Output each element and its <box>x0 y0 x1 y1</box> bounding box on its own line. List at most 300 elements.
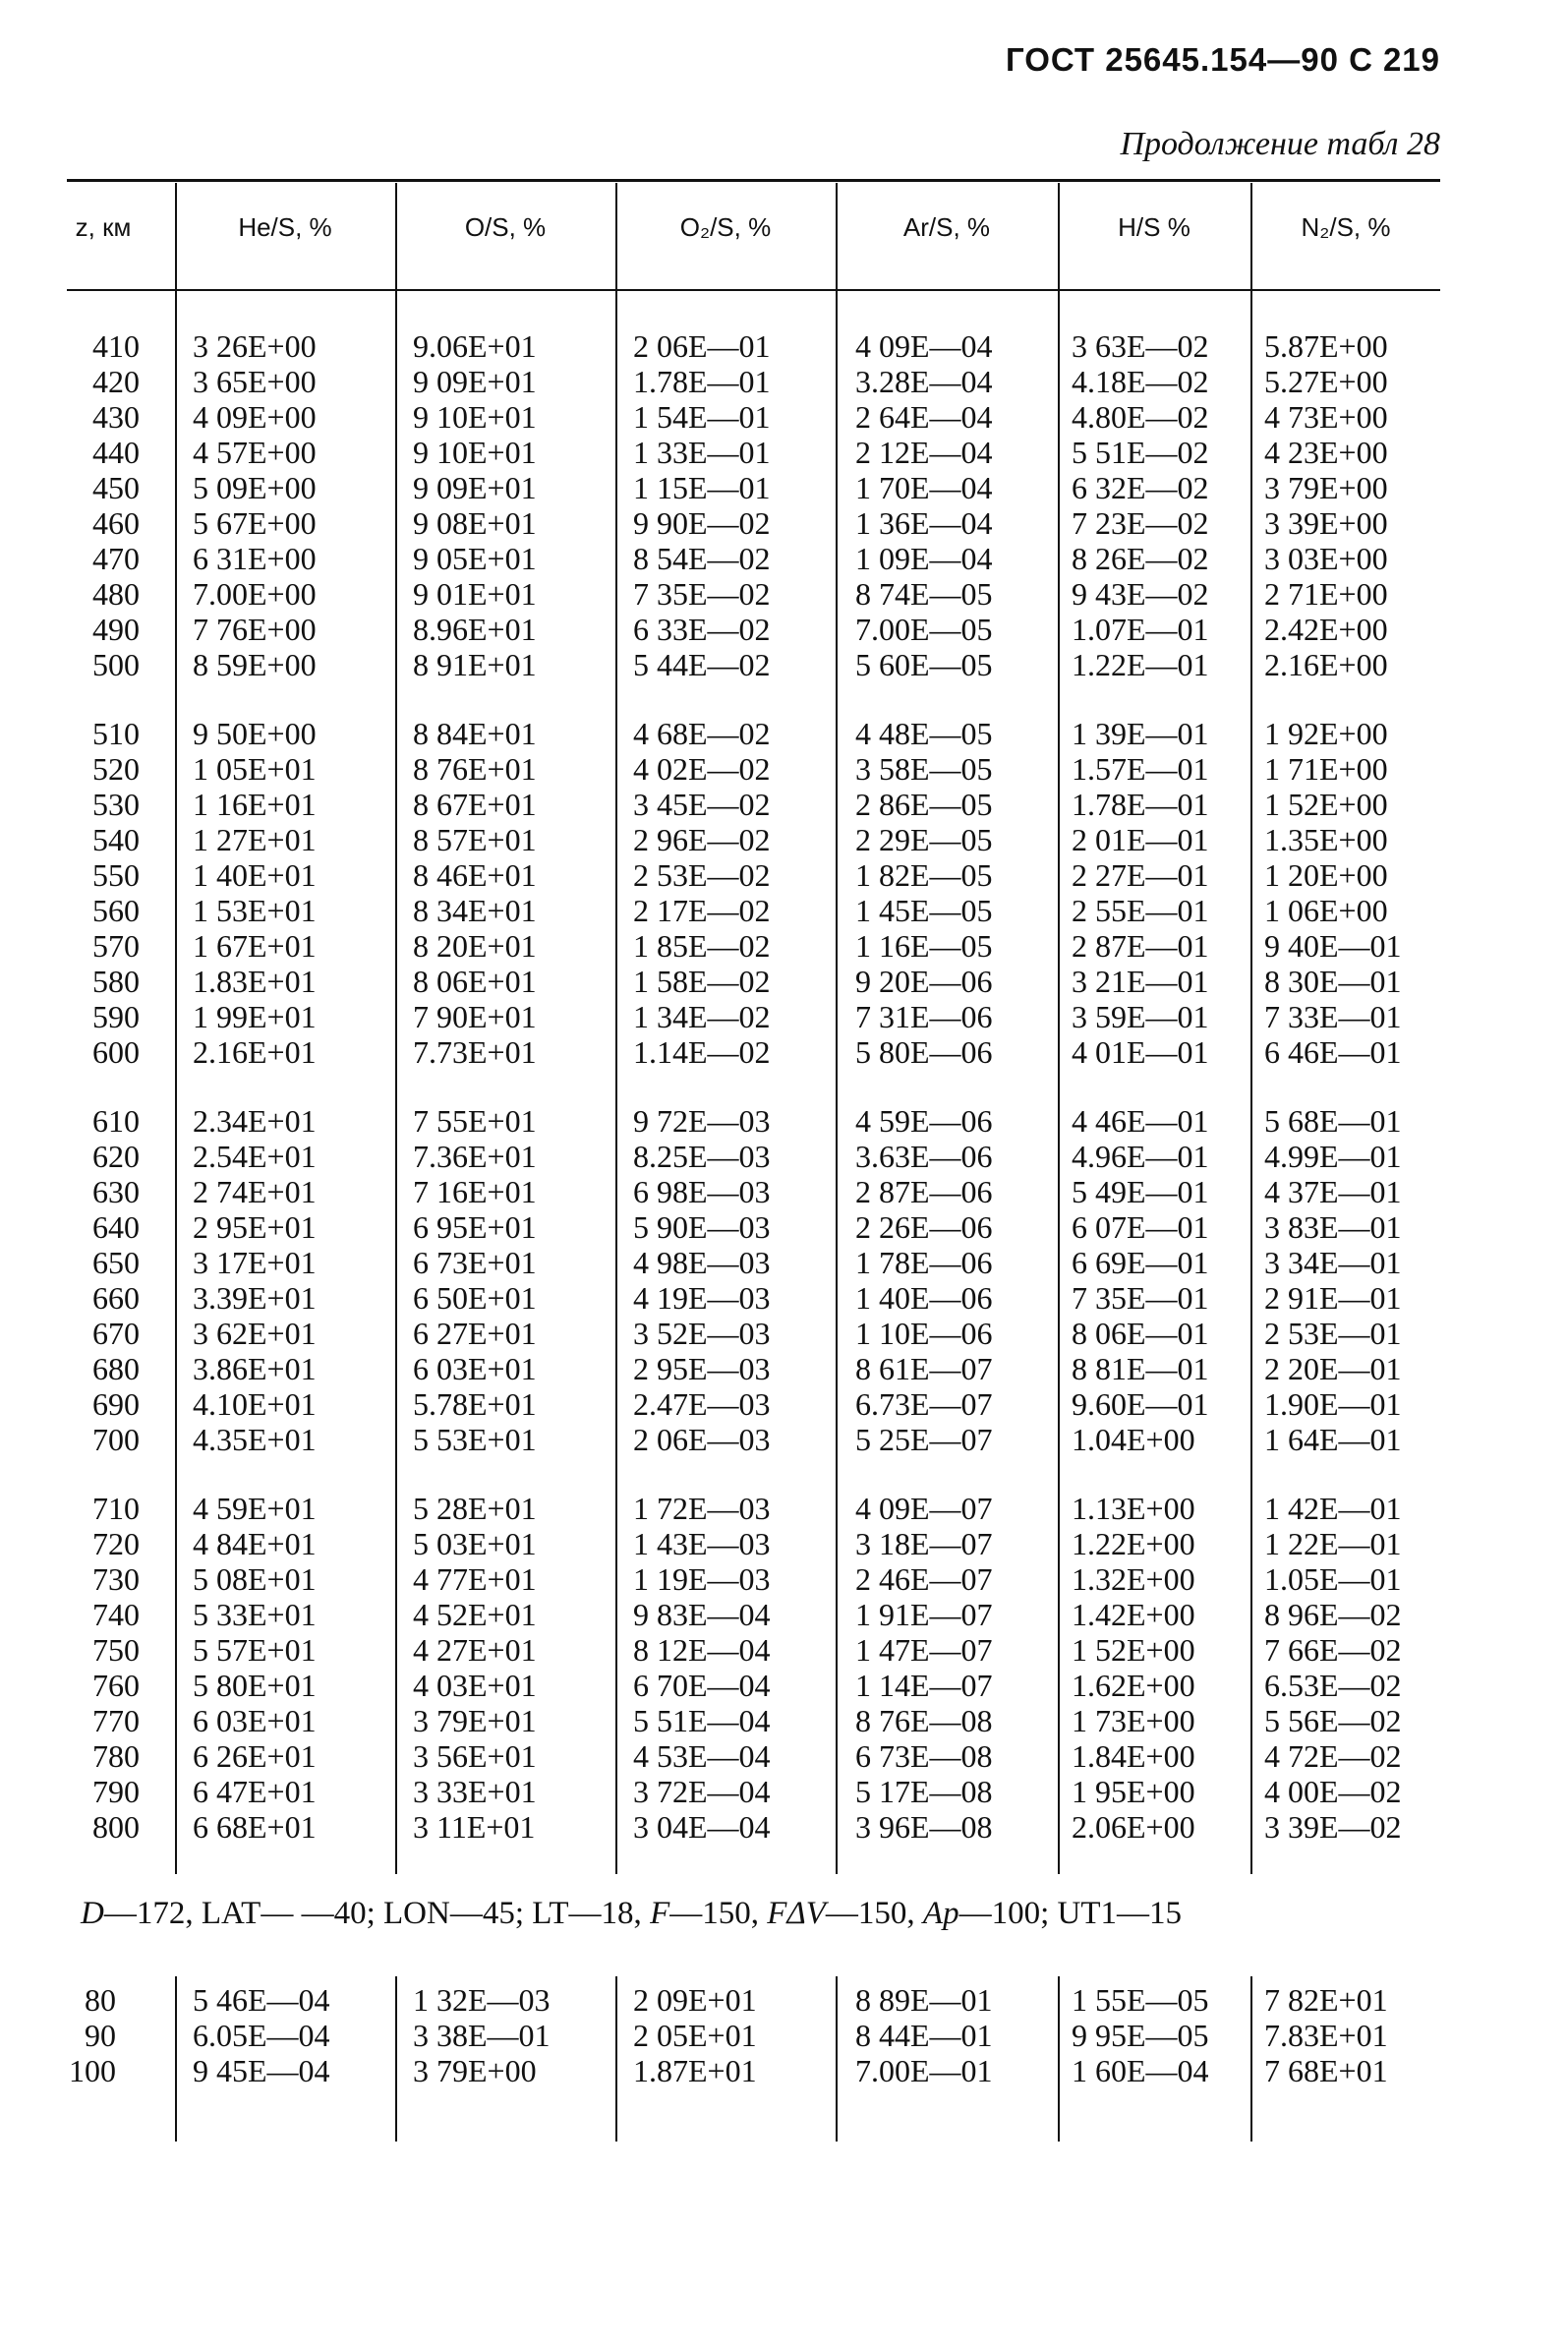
table-cell: 4 09E—04 <box>855 328 993 364</box>
table-cell: 6 31E+00 <box>193 541 317 576</box>
table-cell: 9 90E—02 <box>633 505 771 541</box>
table-cell: 1 52E+00 <box>1072 1632 1195 1668</box>
table-cell: 1 99E+01 <box>193 999 317 1034</box>
table-cell: 2.42E+00 <box>1264 612 1388 647</box>
table-cell: 4 72E—02 <box>1264 1738 1402 1774</box>
table-cell: 4 02E—02 <box>633 751 771 787</box>
table-cell: 8 67E+01 <box>413 787 537 822</box>
table-cell: 800 <box>92 1809 140 1845</box>
table-cell: 2 96E—02 <box>633 822 771 857</box>
table-cell: 1.87E+01 <box>633 2053 757 2088</box>
group-spacer <box>59 1457 140 1491</box>
table-cell: 5 03E+01 <box>413 1526 537 1561</box>
table-cell: 100 <box>69 2053 116 2088</box>
table-cell: 4 09E+00 <box>193 399 317 435</box>
table-cell: 3 45E—02 <box>633 787 771 822</box>
table-cell: 4 37E—01 <box>1264 1174 1402 1209</box>
table-cell: 8 57E+01 <box>413 822 537 857</box>
table-cell: 540 <box>92 822 140 857</box>
table-cell: 2 55E—01 <box>1072 893 1209 928</box>
column-rule <box>395 1976 397 2142</box>
table-cell: 7 33E—01 <box>1264 999 1402 1034</box>
table-cell: 3.63E—06 <box>855 1139 993 1174</box>
table-cell: 1.05E—01 <box>1264 1561 1402 1597</box>
table-cell: 8 26E—02 <box>1072 541 1209 576</box>
table-cell: 6.53E—02 <box>1264 1668 1402 1703</box>
h-column <box>1072 328 1209 1845</box>
table-cell: 1.84E+00 <box>1072 1738 1195 1774</box>
table-cell: 2 29E—05 <box>855 822 993 857</box>
table-cell: 8 20E+01 <box>413 928 537 964</box>
table-cell: 7.00E—01 <box>855 2053 993 2088</box>
table-cell: 3 59E—01 <box>1072 999 1209 1034</box>
column-rule <box>175 183 177 1874</box>
table-cell: 9 01E+01 <box>413 576 537 612</box>
table-cell: 9 50E+00 <box>193 716 317 751</box>
table-cell: 560 <box>92 893 140 928</box>
table-header-rule <box>67 289 1440 291</box>
table-cell: 2 64E—04 <box>855 399 993 435</box>
table-cell: 6 73E+01 <box>413 1245 537 1280</box>
table-cell: 9 40E—01 <box>1264 928 1402 964</box>
table-cell: 1 52E+00 <box>1264 787 1388 822</box>
table-cell: 690 <box>92 1386 140 1422</box>
table-top-rule <box>67 179 1440 182</box>
table-cell: 5 53E+01 <box>413 1422 537 1457</box>
table-cell: 3 34E—01 <box>1264 1245 1402 1280</box>
table-cell: 1 72E—03 <box>633 1491 771 1526</box>
table-cell: 3 65E+00 <box>193 364 317 399</box>
column-header-o: O/S, % <box>464 212 547 242</box>
param-f-value: —150, <box>669 1896 759 1931</box>
ar-column-lower <box>855 1982 993 2088</box>
table-cell: 4.80E—02 <box>1072 399 1209 435</box>
table-cell: 7 68E+01 <box>1264 2053 1388 2088</box>
table-cell: 1.14E—02 <box>633 1034 771 1070</box>
table-cell: 80 <box>85 1982 116 2018</box>
table-cell: 2 86E—05 <box>855 787 993 822</box>
table-cell: 4 57E+00 <box>193 435 317 470</box>
table-cell: 1 78E—06 <box>855 1245 993 1280</box>
table-cell: 3 83E—01 <box>1264 1209 1402 1245</box>
table-cell: 730 <box>92 1561 140 1597</box>
table-cell: 9 08E+01 <box>413 505 537 541</box>
column-rule <box>615 183 617 1874</box>
table-cell: 1 19E—03 <box>633 1561 771 1597</box>
table-cell: 7.36E+01 <box>413 1139 537 1174</box>
table-cell: 4 00E—02 <box>1264 1774 1402 1809</box>
column-rule <box>395 183 397 1874</box>
altitude-column <box>59 328 140 1845</box>
table-cell: 6.05E—04 <box>193 2018 330 2053</box>
table-cell: 1 34E—02 <box>633 999 771 1034</box>
table-cell: 2 87E—06 <box>855 1174 993 1209</box>
table-cell: 1.78E—01 <box>633 364 771 399</box>
table-cell: 1 54E—01 <box>633 399 771 435</box>
column-header-z: z, км <box>75 212 132 242</box>
table-cell: 6.73E—07 <box>855 1386 993 1422</box>
table-cell: 1 40E—06 <box>855 1280 993 1316</box>
table-cell: 5 51E—04 <box>633 1703 771 1738</box>
column-rule <box>836 183 838 1874</box>
table-cell: 460 <box>92 505 140 541</box>
table-cell: 670 <box>92 1316 140 1351</box>
table-cell: 450 <box>92 470 140 505</box>
table-cell: 6 26E+01 <box>193 1738 317 1774</box>
table-cell: 6 27E+01 <box>413 1316 537 1351</box>
table-cell: 1 73E+00 <box>1072 1703 1195 1738</box>
table-cell: 640 <box>92 1209 140 1245</box>
table-cell: 9 10E+01 <box>413 435 537 470</box>
param-lat: LAT— —40; <box>201 1896 376 1931</box>
table-cell: 1.22E+00 <box>1072 1526 1195 1561</box>
table-cell: 8 91E+01 <box>413 647 537 682</box>
table-cell: 2 06E—03 <box>633 1422 771 1457</box>
table-cell: 9 83E—04 <box>633 1597 771 1632</box>
table-cell: 7.83E+01 <box>1264 2018 1388 2053</box>
table-cell: 6 47E+01 <box>193 1774 317 1809</box>
table-cell: 600 <box>92 1034 140 1070</box>
table-cell: 4 48E—05 <box>855 716 993 751</box>
table-cell: 8 12E—04 <box>633 1632 771 1668</box>
he-column <box>193 328 317 1845</box>
table-cell: 4 73E+00 <box>1264 399 1388 435</box>
table-cell: 4 98E—03 <box>633 1245 771 1280</box>
table-cell: 1 58E—02 <box>633 964 771 999</box>
table-cell: 8 96E—02 <box>1264 1597 1402 1632</box>
table-cell: 2.54E+01 <box>193 1139 317 1174</box>
table-cell: 480 <box>92 576 140 612</box>
table-cell: 700 <box>92 1422 140 1457</box>
table-cell: 8 61E—07 <box>855 1351 993 1386</box>
o2-column-lower <box>633 1982 757 2088</box>
table-cell: 1.07E—01 <box>1072 612 1209 647</box>
table-cell: 2.16E+01 <box>193 1034 317 1070</box>
column-rule <box>1250 1976 1252 2142</box>
table-cell: 9 09E+01 <box>413 364 537 399</box>
table-cell: 3 52E—03 <box>633 1316 771 1351</box>
table-cell: 7 35E—02 <box>633 576 771 612</box>
table-cell: 1 14E—07 <box>855 1668 993 1703</box>
h-column-lower <box>1072 1982 1209 2088</box>
table-cell: 3 72E—04 <box>633 1774 771 1809</box>
table-cell: 2 05E+01 <box>633 2018 757 2053</box>
table-cell: 4 19E—03 <box>633 1280 771 1316</box>
column-rule <box>836 1976 838 2142</box>
table-cell: 5 51E—02 <box>1072 435 1209 470</box>
table-cell: 1 67E+01 <box>193 928 317 964</box>
table-cell: 9 72E—03 <box>633 1103 771 1139</box>
param-ut: UT1—15 <box>1057 1896 1183 1931</box>
table-cell: 5.27E+00 <box>1264 364 1388 399</box>
table-cell: 2 74E+01 <box>193 1174 317 1209</box>
table-cell: 9 10E+01 <box>413 399 537 435</box>
table-cell: 570 <box>92 928 140 964</box>
table-cell: 3 04E—04 <box>633 1809 771 1845</box>
group-spacer <box>59 682 140 716</box>
table-cell: 1 09E—04 <box>855 541 993 576</box>
group-spacer <box>855 1070 993 1103</box>
table-cell: 1 71E+00 <box>1264 751 1388 787</box>
table-cell: 1 27E+01 <box>193 822 317 857</box>
table-cell: 4 27E+01 <box>413 1632 537 1668</box>
table-cell: 4.99E—01 <box>1264 1139 1402 1174</box>
table-cell: 750 <box>92 1632 140 1668</box>
table-cell: 1 32E—03 <box>413 1982 551 2018</box>
table-cell: 420 <box>92 364 140 399</box>
table-cell: 5 56E—02 <box>1264 1703 1402 1738</box>
column-header-ar: Ar/S, % <box>902 212 991 242</box>
table-cell: 5 80E—06 <box>855 1034 993 1070</box>
group-spacer <box>59 1070 140 1103</box>
column-rule <box>1058 183 1060 1874</box>
table-cell: 510 <box>92 716 140 751</box>
table-cell: 1 53E+01 <box>193 893 317 928</box>
table-cell: 1 16E—05 <box>855 928 993 964</box>
table-cell: 2 95E+01 <box>193 1209 317 1245</box>
group-spacer <box>413 682 537 716</box>
param-lt: LT—18, <box>532 1896 642 1931</box>
table-cell: 2 71E+00 <box>1264 576 1388 612</box>
table-cell: 4 01E—01 <box>1072 1034 1209 1070</box>
table-cell: 3 56E+01 <box>413 1738 537 1774</box>
table-cell: 490 <box>92 612 140 647</box>
table-cell: 4 46E—01 <box>1072 1103 1209 1139</box>
table-cell: 1.35E+00 <box>1264 822 1388 857</box>
table-cell: 7 16E+01 <box>413 1174 537 1209</box>
group-spacer <box>633 1457 771 1491</box>
table-cell: 1 64E—01 <box>1264 1422 1402 1457</box>
table-cell: 3 21E—01 <box>1072 964 1209 999</box>
page-header <box>1006 41 1440 79</box>
group-spacer <box>855 1457 993 1491</box>
param-fav-symbol: FΔV <box>767 1896 826 1931</box>
table-cell: 4 84E+01 <box>193 1526 317 1561</box>
table-cell: 6 98E—03 <box>633 1174 771 1209</box>
table-cell: 4.96E—01 <box>1072 1139 1209 1174</box>
table-cell: 7 82E+01 <box>1264 1982 1388 2018</box>
table-cell: 1 85E—02 <box>633 928 771 964</box>
table-cell: 1 20E+00 <box>1264 857 1388 893</box>
table-cell: 1 42E—01 <box>1264 1491 1402 1526</box>
conditions-line <box>81 1896 1182 1932</box>
table-cell: 1 06E+00 <box>1264 893 1388 928</box>
table-cell: 2 95E—03 <box>633 1351 771 1386</box>
table-cell: 6 50E+01 <box>413 1280 537 1316</box>
table-cell: 3 17E+01 <box>193 1245 317 1280</box>
table-cell: 1 47E—07 <box>855 1632 993 1668</box>
table-cell: 3 79E+00 <box>1264 470 1388 505</box>
table-cell: 2 09E+01 <box>633 1982 757 2018</box>
table-cell: 8 81E—01 <box>1072 1351 1209 1386</box>
table-cell: 8 84E+01 <box>413 716 537 751</box>
table-cell: 1 10E—06 <box>855 1316 993 1351</box>
table-cell: 1 40E+01 <box>193 857 317 893</box>
table-cell: 3 39E—02 <box>1264 1809 1402 1845</box>
table-cell: 8 74E—05 <box>855 576 993 612</box>
table-cell: 8 06E+01 <box>413 964 537 999</box>
table-cell: 790 <box>92 1774 140 1809</box>
table-cell: 3 33E+01 <box>413 1774 537 1809</box>
table-cell: 1 22E—01 <box>1264 1526 1402 1561</box>
column-rule <box>175 1976 177 2142</box>
table-cell: 1 95E+00 <box>1072 1774 1195 1809</box>
table-cell: 4.35E+01 <box>193 1422 317 1457</box>
table-cell: 6 70E—04 <box>633 1668 771 1703</box>
param-ap-value: —100; <box>958 1896 1050 1931</box>
group-spacer <box>1264 1457 1402 1491</box>
table-cell: 550 <box>92 857 140 893</box>
table-cell: 4 77E+01 <box>413 1561 537 1597</box>
table-cell: 8 44E—01 <box>855 2018 993 2053</box>
table-cell: 5 28E+01 <box>413 1491 537 1526</box>
table-cell: 1 45E—05 <box>855 893 993 928</box>
table-cell: 4 59E+01 <box>193 1491 317 1526</box>
table-cell: 2 26E—06 <box>855 1209 993 1245</box>
table-cell: 3 96E—08 <box>855 1809 993 1845</box>
table-cell: 410 <box>92 328 140 364</box>
table-cell: 1 55E—05 <box>1072 1982 1209 2018</box>
table-cell: 9 43E—02 <box>1072 576 1209 612</box>
table-cell: 5 46E—04 <box>193 1982 330 2018</box>
table-cell: 1 36E—04 <box>855 505 993 541</box>
table-cell: 8 76E—08 <box>855 1703 993 1738</box>
table-cell: 4 53E—04 <box>633 1738 771 1774</box>
table-cell: 6 03E+01 <box>193 1703 317 1738</box>
param-d-value: —172, <box>103 1896 194 1931</box>
table-continuation-caption: Продолжение табл 28 <box>1120 126 1440 162</box>
column-header-o2: O₂/S, % <box>679 212 772 242</box>
table-cell: 6 68E+01 <box>193 1809 317 1845</box>
table-cell: 8 89E—01 <box>855 1982 993 2018</box>
table-cell: 2 06E—01 <box>633 328 771 364</box>
table-cell: 9 45E—04 <box>193 2053 330 2088</box>
table-cell: 520 <box>92 751 140 787</box>
table-cell: 90 <box>85 2018 116 2053</box>
group-spacer <box>1264 682 1402 716</box>
table-cell: 8 76E+01 <box>413 751 537 787</box>
table-cell: 1 33E—01 <box>633 435 771 470</box>
table-cell: 3 18E—07 <box>855 1526 993 1561</box>
table-cell: 3 26E+00 <box>193 328 317 364</box>
group-spacer <box>633 1070 771 1103</box>
table-cell: 440 <box>92 435 140 470</box>
table-cell: 7 66E—02 <box>1264 1632 1402 1668</box>
table-cell: 2.16E+00 <box>1264 647 1388 682</box>
table-cell: 8 46E+01 <box>413 857 537 893</box>
table-cell: 650 <box>92 1245 140 1280</box>
param-lon: LON—45; <box>383 1896 525 1931</box>
table-cell: 5 33E+01 <box>193 1597 317 1632</box>
n2-column-lower <box>1264 1982 1388 2088</box>
group-spacer <box>855 682 993 716</box>
table-cell: 2 27E—01 <box>1072 857 1209 893</box>
table-cell: 9.60E—01 <box>1072 1386 1209 1422</box>
table-cell: 1 82E—05 <box>855 857 993 893</box>
table-cell: 8.25E—03 <box>633 1139 771 1174</box>
table-cell: 8 06E—01 <box>1072 1316 1209 1351</box>
table-cell: 4 03E+01 <box>413 1668 537 1703</box>
group-spacer <box>193 682 317 716</box>
table-cell: 590 <box>92 999 140 1034</box>
table-cell: 2 87E—01 <box>1072 928 1209 964</box>
table-cell: 9 95E—05 <box>1072 2018 1209 2053</box>
table-cell: 7 90E+01 <box>413 999 537 1034</box>
table-cell: 2 01E—01 <box>1072 822 1209 857</box>
table-cell: 7 23E—02 <box>1072 505 1209 541</box>
param-f-symbol: F <box>650 1896 670 1931</box>
table-cell: 620 <box>92 1139 140 1174</box>
table-cell: 3 79E+00 <box>413 2053 537 2088</box>
table-cell: 4 09E—07 <box>855 1491 993 1526</box>
table-cell: 2.06E+00 <box>1072 1809 1195 1845</box>
table-cell: 3.39E+01 <box>193 1280 317 1316</box>
table-cell: 3 11E+01 <box>413 1809 536 1845</box>
table-cell: 3 38E—01 <box>413 2018 551 2053</box>
table-cell: 3.86E+01 <box>193 1351 317 1386</box>
table-cell: 2.47E—03 <box>633 1386 771 1422</box>
group-spacer <box>413 1457 537 1491</box>
table-cell: 4 59E—06 <box>855 1103 993 1139</box>
table-cell: 7.00E—05 <box>855 612 993 647</box>
table-cell: 6 46E—01 <box>1264 1034 1402 1070</box>
table-cell: 6 95E+01 <box>413 1209 537 1245</box>
table-cell: 5.78E+01 <box>413 1386 537 1422</box>
table-cell: 5 57E+01 <box>193 1632 317 1668</box>
table-cell: 3 62E+01 <box>193 1316 317 1351</box>
o-column <box>413 328 537 1845</box>
table-cell: 1.13E+00 <box>1072 1491 1195 1526</box>
table-cell: 710 <box>92 1491 140 1526</box>
table-cell: 5 49E—01 <box>1072 1174 1209 1209</box>
table-cell: 1.57E—01 <box>1072 751 1209 787</box>
table-cell: 5 44E—02 <box>633 647 771 682</box>
table-cell: 8 30E—01 <box>1264 964 1402 999</box>
table-cell: 3.28E—04 <box>855 364 993 399</box>
table-cell: 4.18E—02 <box>1072 364 1209 399</box>
table-cell: 7 31E—06 <box>855 999 993 1034</box>
table-cell: 6 69E—01 <box>1072 1245 1209 1280</box>
table-cell: 6 03E+01 <box>413 1351 537 1386</box>
table-cell: 5 08E+01 <box>193 1561 317 1597</box>
table-cell: 1 05E+01 <box>193 751 317 787</box>
table-cell: 6 33E—02 <box>633 612 771 647</box>
table-cell: 5.87E+00 <box>1264 328 1388 364</box>
column-rule <box>1058 1976 1060 2142</box>
table-cell: 3 58E—05 <box>855 751 993 787</box>
group-spacer <box>1072 1070 1209 1103</box>
table-cell: 1.42E+00 <box>1072 1597 1195 1632</box>
altitude-column-lower <box>39 1982 116 2088</box>
table-cell: 2 46E—07 <box>855 1561 993 1597</box>
table-cell: 1 39E—01 <box>1072 716 1209 751</box>
table-cell: 1 60E—04 <box>1072 2053 1209 2088</box>
table-cell: 500 <box>92 647 140 682</box>
table-cell: 5 60E—05 <box>855 647 993 682</box>
table-cell: 8.96E+01 <box>413 612 537 647</box>
table-cell: 3 63E—02 <box>1072 328 1209 364</box>
param-ap-symbol: Ap <box>922 1896 959 1931</box>
table-cell: 7 76E+00 <box>193 612 317 647</box>
table-cell: 1.22E—01 <box>1072 647 1209 682</box>
o2-column <box>633 328 771 1845</box>
table-cell: 6 73E—08 <box>855 1738 993 1774</box>
o-column-lower <box>413 1982 551 2088</box>
table-cell: 4 68E—02 <box>633 716 771 751</box>
table-cell: 5 68E—01 <box>1264 1103 1402 1139</box>
table-cell: 2 53E—02 <box>633 857 771 893</box>
table-cell: 1 15E—01 <box>633 470 771 505</box>
